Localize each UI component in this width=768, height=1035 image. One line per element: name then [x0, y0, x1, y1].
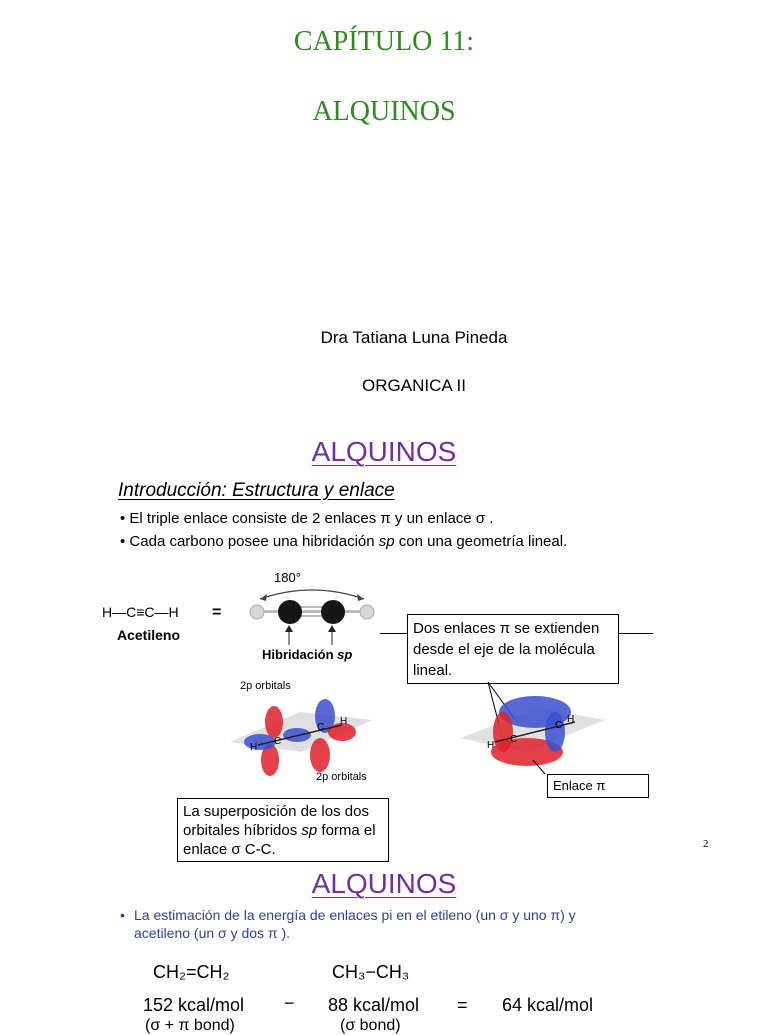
pi-bonds-callout: Dos enlaces π se extienden desde el eje de la molécula lineal.	[407, 614, 619, 684]
subject-title: ALQUINOS	[312, 96, 456, 127]
equals-sign: =	[212, 604, 222, 621]
carbon-atom-right	[321, 600, 345, 624]
bullet-dot: •	[120, 510, 130, 527]
orbitals-top-label: 2p orbitals	[240, 680, 291, 692]
atom-h-right: H	[340, 716, 348, 727]
hybrid-label: Hibridación sp	[262, 647, 353, 662]
hydrogen-atom-left	[250, 605, 264, 619]
ethylene-formula: CH₂=CH₂	[153, 962, 230, 982]
p-lobe-red	[310, 738, 330, 772]
pi-lobe-red	[493, 712, 513, 752]
ethane-formula: CH₃−CH₃	[332, 962, 410, 982]
atom-c-right: C	[317, 722, 325, 733]
hydrogen-atom-right	[360, 605, 374, 619]
bullet-dot: •	[120, 533, 130, 550]
ethylene-energy: 152 kcal/mol	[143, 995, 245, 1015]
chapter-title: CAPÍTULO 11:	[293, 26, 475, 57]
pi-bond-diagram	[455, 680, 615, 780]
arc-arrow-right	[357, 594, 364, 601]
angle-label: 180°	[274, 570, 301, 585]
atom-h-left: H	[250, 742, 258, 753]
ethylene-note: (σ + π bond)	[145, 1017, 235, 1034]
author-name: Dra Tatiana Luna Pineda	[320, 328, 508, 347]
atom-c-right: C	[555, 720, 563, 731]
bullet-hybridization: • Cada carbono posee una hibridación sp con una geometría lineal.	[120, 533, 568, 550]
intro-subtitle: Introducción: Estructura y enlace	[118, 480, 395, 501]
equals-sign-energy: =	[457, 995, 468, 1015]
slide3-title: ALQUINOS	[311, 868, 457, 899]
angle-arc	[260, 590, 364, 599]
sigma-bond-callout: La superposición de los dos orbitales híbridos sp forma el enlace σ C-C.	[177, 798, 389, 862]
course-name: ORGANICA II	[362, 376, 466, 395]
atom-c-left: C	[274, 736, 282, 747]
bullet-dot: •	[120, 907, 125, 923]
pi-lobe-blue	[545, 712, 565, 752]
p-lobe-red	[265, 706, 283, 738]
pi-bond-energy: 64 kcal/mol	[502, 995, 594, 1015]
minus-sign: −	[284, 993, 295, 1013]
arc-arrow-left	[260, 594, 267, 601]
acetylene-label: Acetileno	[117, 627, 181, 643]
bond-stick	[258, 610, 368, 613]
slide2-title: ALQUINOS	[311, 436, 457, 467]
pi-bond-label: Enlace π	[547, 774, 649, 798]
acetylene-formula: H—C≡C—H	[102, 604, 179, 620]
hybrid-arrows	[280, 625, 350, 647]
orbitals-bottom-label: 2p orbitals	[316, 771, 367, 783]
atom-h-left: H	[487, 740, 495, 751]
carbon-atom-left	[278, 600, 302, 624]
connector-line-right	[618, 633, 653, 634]
atom-c-left: C	[510, 734, 518, 745]
page-number: 2	[703, 838, 709, 850]
connector-line-left	[380, 633, 407, 634]
ethane-energy: 88 kcal/mol	[328, 995, 420, 1015]
ethane-note: (σ bond)	[340, 1017, 401, 1034]
atom-h-right: H	[567, 714, 575, 725]
bullet-triple-bond: • El triple enlace consiste de 2 enlaces π y un enlace σ .	[120, 510, 494, 527]
bond-energy-bullet: • La estimación de la energía de enlaces pi en el etileno (un σ y uno π) y acetileno (un σ y dos π ).	[120, 907, 576, 941]
